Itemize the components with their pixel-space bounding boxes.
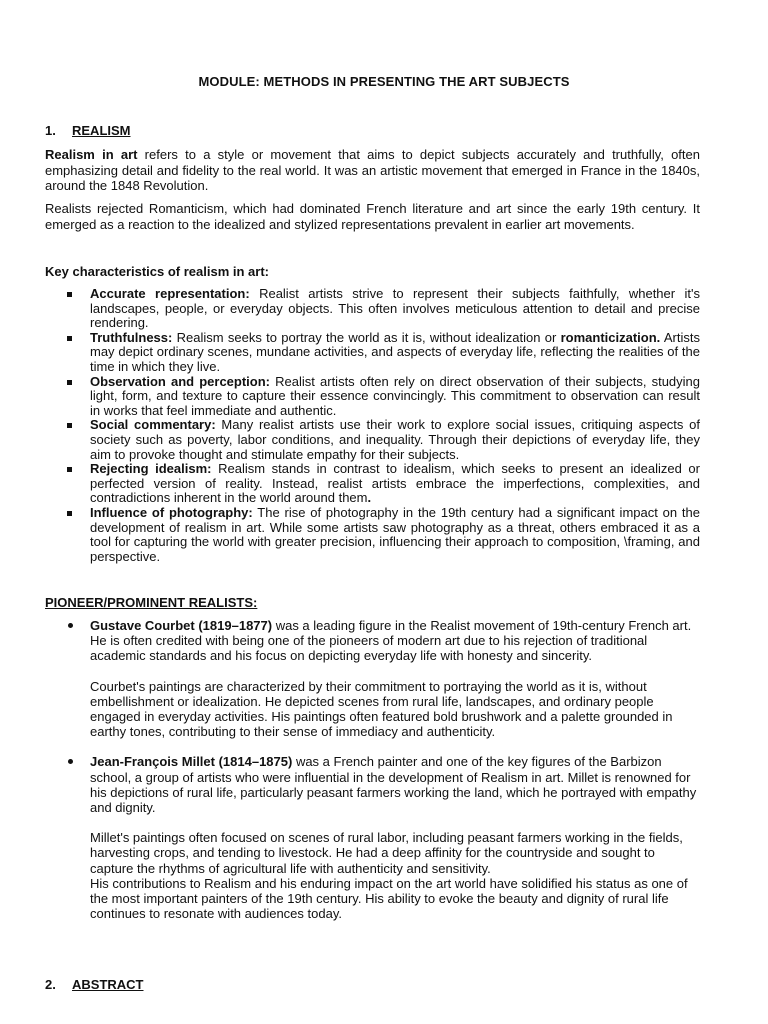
list-item — [45, 331, 700, 375]
round-bullet-icon — [68, 623, 73, 628]
realism-history-paragraph — [45, 201, 700, 232]
list-item — [45, 506, 700, 564]
characteristic-term: Truthfulness: — [90, 329, 173, 345]
pioneer-text: was a French painter and one of the key figures of the Barbizon school, a group of artists who were influential in the development of Realism in art. Millet is renowned for his depictions of rural life, particularly peasant farmers working the land, which he portrayed with empathy and dignity. — [90, 754, 697, 816]
characteristic-term: Rejecting idealism: — [90, 461, 212, 477]
list-item — [45, 618, 700, 739]
characteristics-list — [45, 287, 700, 564]
section-2-heading — [45, 977, 144, 992]
pioneer-paragraph — [90, 679, 700, 740]
pioneer-name: Gustave Courbet (1819–1877) — [90, 618, 273, 633]
characteristic-term: Influence of photography: — [90, 504, 253, 520]
pioneer-text: His contributions to Realism and his enduring impact on the art world have solidified his status as one of the most important painters of the 19th century. His ability to evoke the beauty and dignity of rural life continues to resonate with audiences today. — [90, 875, 688, 922]
characteristic-text: Realist artists often rely on direct observation of their subjects, studying light, form, and texture to capture their essence convincingly. This commitment to observation can result in works that feel immediate and authentic. — [90, 373, 700, 418]
key-characteristics-heading: Key characteristics of realism in art: — [45, 264, 269, 279]
pioneer-paragraph — [90, 754, 700, 815]
characteristic-term-emphasis: romanticization. — [560, 329, 661, 345]
characteristic-term: Social commentary: — [90, 417, 216, 433]
pioneer-paragraph — [90, 830, 700, 921]
characteristic-text: The rise of photography in the 19th century had a significant impact on the development of realism in art. While some artists saw photography as a threat, others embraced it as a tool for capturing the world with greater precision, influencing their approach to composition, \framing, and perspective. — [90, 504, 700, 564]
characteristic-text: Realism stands in contrast to idealism, which seeks to present an idealized or perfected version of reality. Instead, realist artists embrace the imperfections, complexities, and contradictions inherent in the world around them — [90, 461, 700, 506]
list-item — [45, 375, 700, 419]
characteristic-text-continued: Artists may depict ordinary scenes, mundane activities, and aspects of everyday life, reflecting the realities of the time in which they live. — [90, 329, 700, 374]
realism-intro-term: Realism in art — [45, 147, 138, 162]
section-2-number: 2. — [45, 977, 56, 992]
list-item — [45, 462, 700, 506]
square-bullet-icon — [67, 511, 72, 516]
pioneers-heading: PIONEER/PROMINENT REALISTS: — [45, 595, 258, 610]
pioneer-paragraph — [90, 618, 700, 664]
square-bullet-icon — [67, 423, 72, 428]
realism-intro-text: refers to a style or movement that aims to depict subjects accurately and truthfully, often emphasizing detail and fidelity to the real world. It was an artistic movement that emerged in France in the 1840s, around the 1848 Revolution. — [45, 147, 700, 193]
characteristic-term-emphasis: . — [367, 490, 372, 506]
list-item — [45, 418, 700, 462]
page-title: MODULE: METHODS IN PRESENTING THE ART SUBJECTS — [198, 74, 570, 89]
square-bullet-icon — [67, 292, 72, 297]
realism-history-text: Realists rejected Romanticism, which had dominated French literature and art since the early 19th century. It emerged as a reaction to the idealized and stylized representations prevalent in earlier art movements. — [45, 201, 700, 232]
list-item — [45, 287, 700, 331]
characteristic-text: Realism seeks to portray the world as it is, without idealization or — [172, 329, 561, 345]
pioneer-text: was a leading figure in the Realist movement of 19th-century French art. He is often credited with being one of the pioneers of modern art due to his rejection of traditional academic standards and his focus on depicting everyday life with honesty and sincerity. — [90, 618, 692, 664]
pioneers-list — [45, 618, 700, 921]
section-2-title: ABSTRACT — [72, 977, 144, 992]
realism-intro-paragraph — [45, 147, 700, 194]
section-1-heading — [45, 123, 131, 138]
section-1-number: 1. — [45, 123, 56, 138]
pioneer-name: Jean-François Millet (1814–1875) — [90, 754, 293, 770]
section-1-title: REALISM — [72, 123, 131, 138]
list-item — [45, 754, 700, 921]
square-bullet-icon — [67, 336, 72, 341]
pioneer-text: Courbet's paintings are characterized by their commitment to portraying the world as it is, without embellishment or idealization. He depicted scenes from rural life, landscapes, and ordinary people engaged in everyday activities. His paintings often featured bold brushwork and a palette grounded in earthy tones, contributing to their sense of immediacy and authenticity. — [90, 678, 673, 740]
characteristic-text: Many realist artists use their work to explore social issues, critiquing aspects of society such as poverty, labor conditions, and inequality. Through their depictions of everyday life, they aim to provoke thought and stimulate empathy for their subjects. — [90, 417, 701, 462]
characteristic-term: Observation and perception: — [90, 373, 271, 389]
characteristic-term: Accurate representation: — [90, 286, 250, 301]
square-bullet-icon — [67, 467, 72, 472]
pioneer-text: Millet's paintings often focused on scenes of rural labor, including peasant farmers working in the fields, harvesting crops, and tending to livestock. He had a deep affinity for the countryside and sought to capture the rhythms of agricultural life with authenticity and sensitivity. — [90, 830, 683, 876]
square-bullet-icon — [67, 380, 72, 385]
characteristic-text: Realist artists strive to represent their subjects faithfully, whether it's landscapes, people, or everyday objects. This often involves meticulous attention to detail and precise rendering. — [90, 286, 700, 331]
round-bullet-icon — [68, 759, 73, 764]
